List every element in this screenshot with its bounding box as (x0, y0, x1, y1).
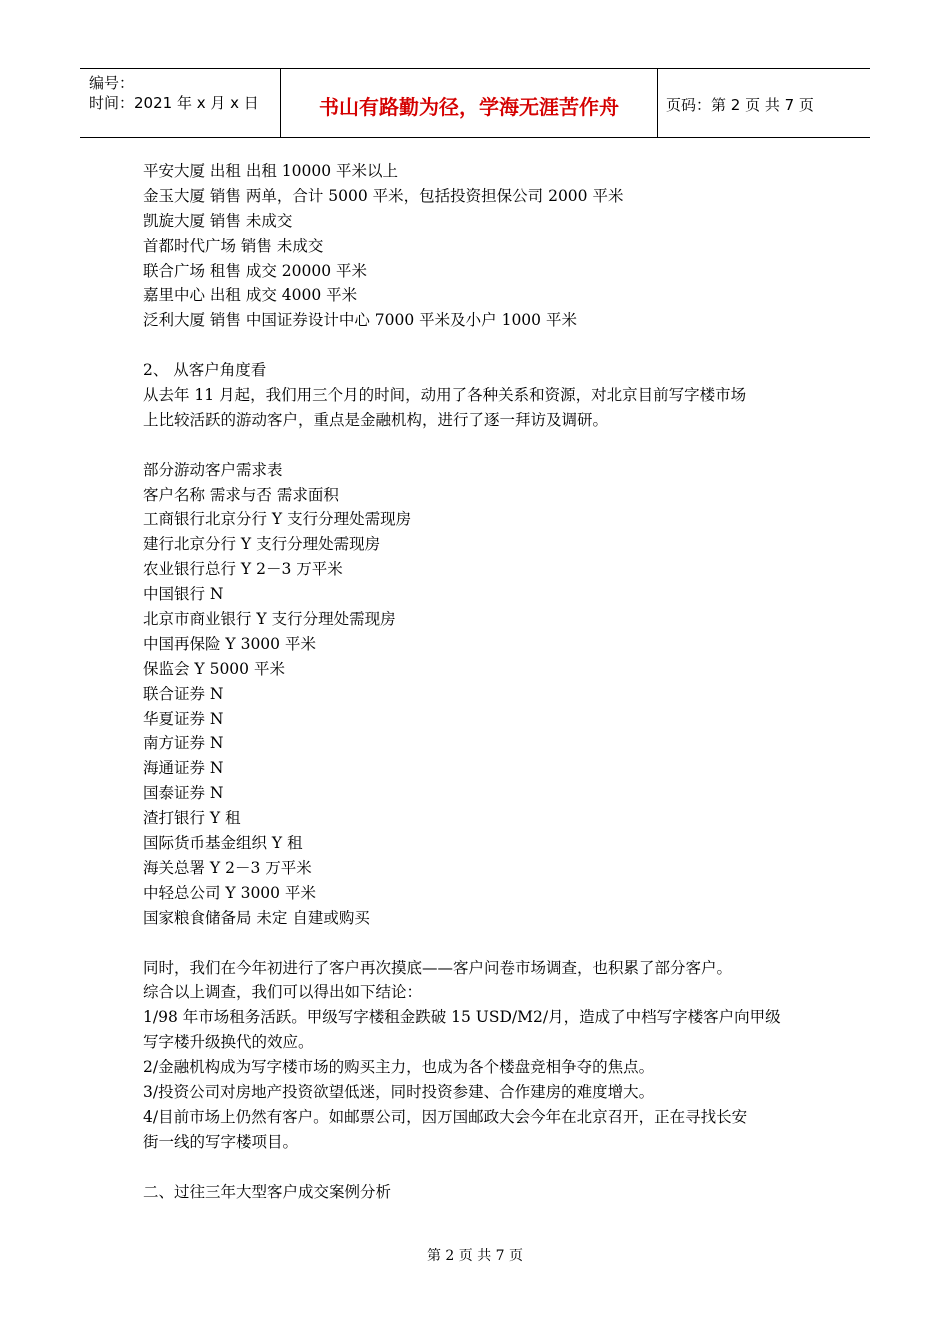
text-line: 1/98 年市场租务活跃。甲级写字楼租金跌破 15 USD/M2/月，造成了中档写字楼客户向甲级 (143, 1008, 781, 1027)
text-line: 金玉大厦 销售 两单，合计 5000 平米，包括投资担保公司 2000 平米 (143, 186, 624, 205)
text-line: 平安大厦 出租 出租 10000 平米以上 (143, 162, 399, 180)
text-line: 中国再保险 Y 3000 平米 (143, 634, 316, 653)
text-line: 综合以上调查，我们可以得出如下结论： (143, 983, 423, 1002)
blank-line (143, 433, 823, 458)
text-line: 渣打银行 Y 租 (143, 809, 241, 828)
blank-line (143, 1155, 823, 1180)
document-body (143, 159, 823, 1204)
header-meta (80, 69, 281, 137)
text-line: 联合广场 租售 成交 20000 平米 (143, 261, 368, 280)
text-line: 2、 从客户角度看 (143, 361, 267, 380)
text-line: 首都时代广场 销售 未成交 (143, 236, 324, 255)
text-line: 海通证券 N (143, 759, 224, 778)
text-line: 农业银行总行 Y 2－3 万平米 (143, 560, 343, 579)
text-line: 写字楼升级换代的效应。 (143, 1033, 314, 1052)
blank-line (143, 931, 823, 956)
text-line: 国家粮食储备局 未定 自建或购买 (143, 908, 370, 927)
text-line: 3/投资公司对房地产投资欲望低迷，同时投资参建、合作建房的难度增大。 (143, 1082, 655, 1101)
text-line: 建行北京分行 Y 支行分理处需现房 (143, 535, 381, 554)
text-line: 泛利大厦 销售 中国证券设计中心 7000 平米及小户 1000 平米 (143, 311, 577, 330)
text-line: 国际货币基金组织 Y 租 (143, 834, 303, 853)
header-motto-cell (281, 69, 658, 137)
text-line: 中国银行 N (143, 585, 224, 604)
text-line: 凯旋大厦 销售 未成交 (143, 211, 293, 230)
header-page-info: 页码：第 2 页 共 7 页 (666, 96, 814, 114)
header-motto: 书山有路勤为径，学海无涯苦作舟 (319, 95, 619, 119)
text-line: 同时，我们在今年初进行了客户再次摸底——客户问卷市场调查，也积累了部分客户。 (143, 958, 733, 977)
text-line: 保监会 Y 5000 平米 (143, 659, 285, 678)
text-line: 南方证券 N (143, 734, 224, 753)
text-line: 客户名称 需求与否 需求面积 (143, 485, 339, 504)
header-page-cell (658, 69, 870, 137)
text-line: 2/金融机构成为写字楼市场的购买主力，也成为各个楼盘竞相争夺的焦点。 (143, 1058, 655, 1077)
page-header (80, 68, 870, 138)
text-line: 华夏证券 N (143, 709, 224, 728)
text-line: 工商银行北京分行 Y 支行分理处需现房 (143, 510, 412, 529)
text-line: 中轻总公司 Y 3000 平米 (143, 883, 316, 902)
text-line: 海关总署 Y 2－3 万平米 (143, 858, 312, 877)
text-line: 北京市商业银行 Y 支行分理处需现房 (143, 610, 396, 629)
text-line: 二、过往三年大型客户成交案例分析 (143, 1182, 392, 1201)
number-label: 编号： (89, 74, 135, 92)
text-line: 部分游动客户需求表 (143, 460, 283, 479)
text-line: 4/目前市场上仍然有客户。如邮票公司，因万国邮政大会今年在北京召开，正在寻找长安 (143, 1107, 748, 1126)
text-line: 嘉里中心 出租 成交 4000 平米 (143, 286, 358, 305)
text-line: 上比较活跃的游动客户，重点是金融机构，进行了逐一拜访及调研。 (143, 410, 609, 429)
text-line: 从去年 11 月起，我们用三个月的时间，动用了各种关系和资源，对北京目前写字楼市场 (143, 386, 747, 405)
text-line: 联合证券 N (143, 684, 224, 703)
page-footer: 第 2 页 共 7 页 (426, 1248, 524, 1264)
text-line: 国泰证券 N (143, 784, 224, 803)
time-label: 时间：2021 年 x 月 x 日 (89, 94, 259, 112)
text-line: 街一线的写字楼项目。 (143, 1132, 299, 1151)
blank-line (143, 333, 823, 358)
